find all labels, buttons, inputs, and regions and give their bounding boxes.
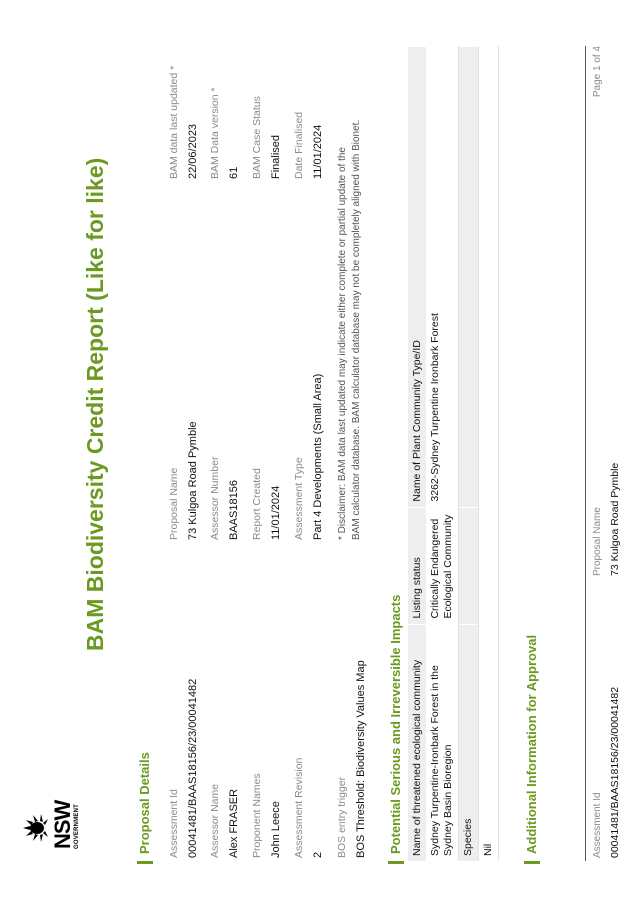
field-label: BAM data last updated * — [168, 65, 180, 179]
field-label: Assessor Number — [209, 456, 221, 540]
column-header: Name of threatened ecological community — [408, 624, 426, 861]
assessment-id-value: 00041481/BAAS18156/23/00041482 — [187, 678, 199, 858]
column-header: Listing status — [408, 507, 426, 624]
field-label: Assessor Name — [209, 783, 221, 858]
column-header: Name of Plant Community Type/ID — [408, 47, 426, 508]
assessor-number-value: BAAS18156 — [228, 480, 240, 540]
bam-case-status-value: Finalised — [270, 134, 282, 179]
community-name-line-2: Sydney Basin Bioregion — [442, 744, 454, 856]
section-title-additional-info: Additional Information for Approval — [524, 635, 540, 864]
listing-status-line-2: Ecological Community — [442, 514, 454, 619]
field-label: BOS entry trigger — [336, 776, 348, 858]
proponent-names-value: John Leece — [270, 801, 282, 858]
disclaimer-line-2: BAM calculator database. BAM calculator database may not be completely aligned with Bionet. — [351, 119, 362, 540]
bos-entry-trigger-value: BOS Threshold: Biodiversity Values Map — [355, 660, 367, 858]
field-label: Assessment Revision — [293, 757, 305, 858]
field-label: Proponent Names — [251, 773, 263, 858]
report-created-value: 11/01/2024 — [270, 485, 282, 540]
table-row — [479, 47, 499, 862]
assessment-revision-value: 2 — [312, 851, 324, 858]
nsw-government-logo — [22, 787, 82, 849]
logo-nsw-text: NSW — [50, 800, 75, 849]
date-finalised-value: 11/01/2024 — [312, 124, 324, 179]
field-label: BAM Case Status — [251, 96, 263, 179]
bam-data-version-value: 61 — [228, 166, 240, 179]
community-name-line-1: Sydney Turpentine-Ironbark Forest in the — [429, 665, 441, 856]
waratah-icon — [22, 811, 52, 845]
field-label: Assessment Id — [168, 789, 180, 858]
species-label: Species — [459, 624, 479, 861]
footer-assessment-id-value: 00041481/BAAS18156/23/00041482 — [609, 686, 621, 858]
sii-table — [408, 46, 499, 861]
listing-status-cell — [426, 507, 459, 624]
species-value: Nil — [479, 624, 499, 861]
field-label: Report Created — [251, 468, 263, 540]
bam-data-updated-value: 22/06/2023 — [187, 123, 199, 179]
field-label: Date Finalised — [293, 111, 305, 179]
report-title: BAM Biodiversity Credit Report (Like for like) — [82, 157, 108, 651]
field-label: Assessment Type — [293, 457, 305, 540]
page-number: Page 1 of 4 — [592, 46, 603, 98]
species-subheader-row — [459, 47, 479, 862]
listing-status-line-1: Critically Endangered — [429, 518, 441, 619]
footer-divider — [585, 46, 586, 861]
section-title-sii: Potential Serious and Irreversible Impacts — [388, 595, 404, 864]
plant-community-type-cell: 3262-Sydney Turpentine Ironbark Forest — [426, 47, 459, 508]
disclaimer-line-1: * Disclaimer: BAM data last updated may indicate either complete or partial update of the — [337, 147, 348, 540]
field-label: BAM Data version * — [209, 87, 221, 179]
field-label: Proposal Name — [168, 467, 180, 540]
community-name-cell — [426, 624, 459, 861]
table-header-row — [408, 47, 426, 862]
table-row — [426, 47, 459, 862]
footer-proposal-name-label: Proposal Name — [592, 507, 603, 576]
assessor-name-value: Alex FRASER — [228, 788, 240, 858]
footer-assessment-id-label: Assessment Id — [592, 792, 603, 858]
assessment-type-value: Part 4 Developments (Small Area) — [312, 373, 324, 540]
proposal-name-value: 73 Kulgoa Road Pymble — [187, 421, 199, 540]
footer-proposal-name-value: 73 Kulgoa Road Pymble — [609, 462, 621, 576]
section-title-proposal-details: Proposal Details — [137, 752, 153, 864]
logo-government-text: GOVERNMENT — [74, 803, 80, 849]
